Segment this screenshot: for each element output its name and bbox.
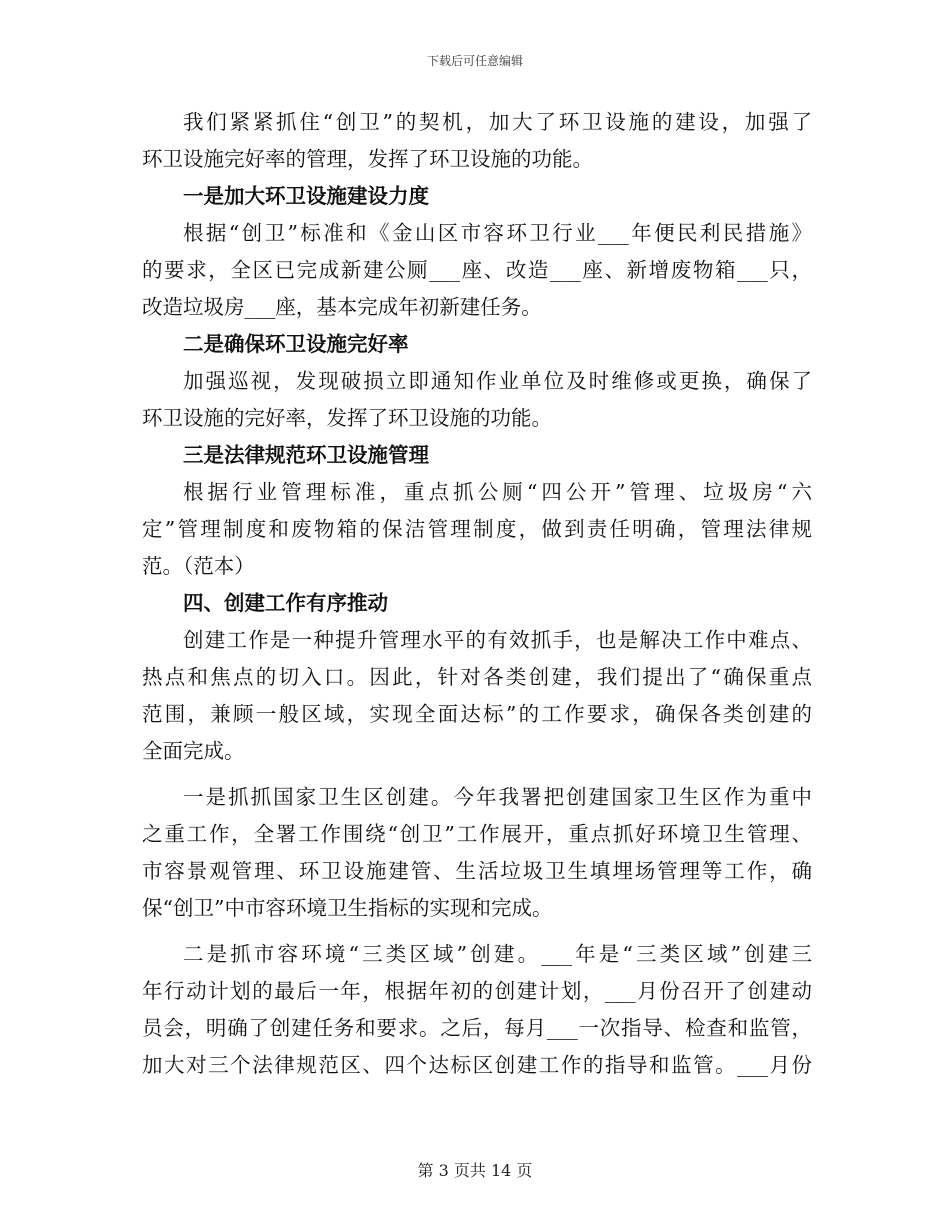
paragraph-line: 改造垃圾房___座，基本完成年初新建任务。 (142, 295, 542, 319)
paragraph-line: 创建工作是一种提升管理水平的有效抓手，也是解决工作中难点、 (183, 628, 812, 652)
paragraph-line: 二是抓市容环境“三类区域”创建。___年是“三类区域”创建三 (183, 942, 812, 966)
paragraph-line: 加大对三个法律规范区、四个达标区创建工作的指导和监管。___月份 (142, 1053, 812, 1077)
section-heading: 一是加大环卫设施建设力度 (183, 184, 429, 208)
paragraph-spacer (142, 927, 812, 936)
page-number-footer: 第 3 页共 14 页 (417, 1161, 533, 1180)
paragraph-line: 员会，明确了创建任务和要求。之后，每月___一次指导、检查和监管， (142, 1016, 812, 1040)
paragraph-spacer (142, 770, 812, 779)
section-heading: 四、创建工作有序推动 (183, 591, 388, 615)
page-header: 下载后可任意编辑 (426, 54, 523, 68)
document-body (142, 104, 812, 1084)
paragraph-line: 保“创卫”中市容环境卫生指标的实现和完成。 (142, 896, 553, 920)
paragraph-line: 市容景观管理、环卫设施建管、生活垃圾卫生填埋场管理等工作，确 (142, 859, 812, 883)
section-heading: 二是确保环卫设施完好率 (183, 332, 409, 356)
paragraph-line: 之重工作，全署工作围绕“创卫”工作展开，重点抓好环境卫生管理、 (142, 822, 812, 846)
paragraph-line: 我们紧紧抓住“创卫”的契机，加大了环卫设施的建设，加强了 (183, 110, 812, 134)
paragraph-line: 年行动计划的最后一年，根据年初的创建计划，___月份召开了创建动 (142, 979, 812, 1003)
paragraph-line: 热点和焦点的切入口。因此，针对各类创建，我们提出了“确保重点 (142, 665, 812, 689)
paragraph-line: 范围，兼顾一般区域，实现全面达标”的工作要求，确保各类创建的 (142, 702, 812, 726)
section-heading: 三是法律规范环卫设施管理 (183, 443, 429, 467)
paragraph-line: 一是抓抓国家卫生区创建。今年我署把创建国家卫生区作为重中 (183, 785, 812, 809)
paragraph-line: 定”管理制度和废物箱的保洁管理制度，做到责任明确，管理法律规 (142, 517, 812, 541)
paragraph-line: 全面完成。 (142, 739, 245, 763)
paragraph-line: 环卫设施完好率的管理，发挥了环卫设施的功能。 (142, 147, 593, 171)
paragraph-line: 加强巡视，发现破损立即通知作业单位及时维修或更换，确保了 (183, 369, 812, 393)
paragraph-line: 的要求，全区已完成新建公厕___座、改造___座、新增废物箱___只， (142, 258, 812, 282)
paragraph-line: 根据行业管理标准，重点抓公厕“四公开”管理、垃圾房“六 (183, 480, 812, 504)
paragraph-line: 根据“创卫”标准和《金山区市容环卫行业___年便民利民措施》 (183, 221, 812, 245)
paragraph-line: 环卫设施的完好率，发挥了环卫设施的功能。 (142, 406, 552, 430)
paragraph-line: 范。（范本） (142, 554, 255, 578)
